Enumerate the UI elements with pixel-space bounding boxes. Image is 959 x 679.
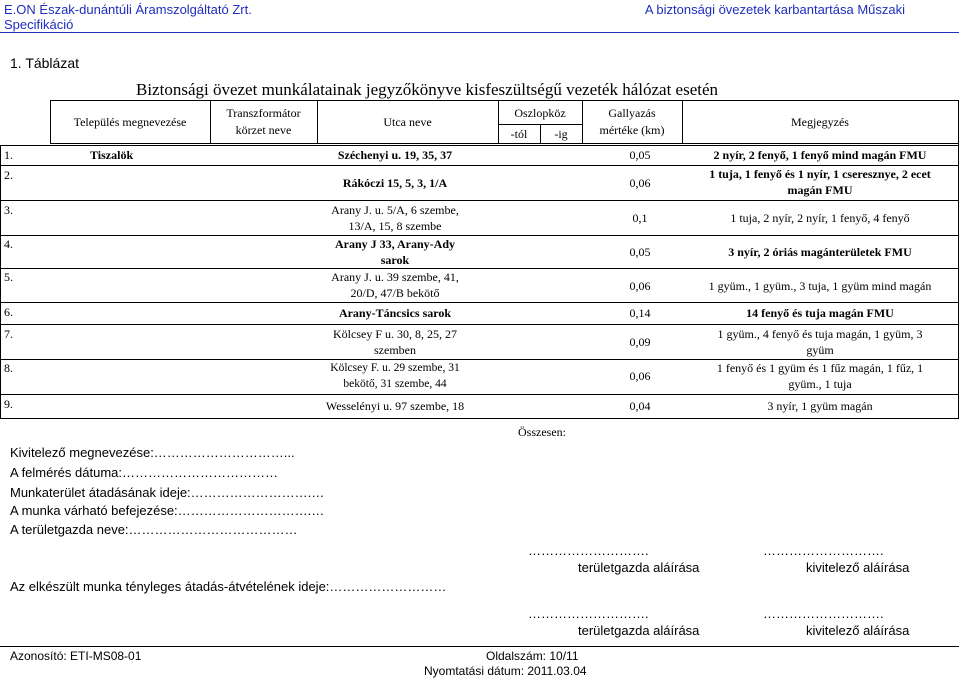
footer-print-date: Nyomtatási dátum: 2011.03.04 <box>424 664 587 678</box>
table-label: 1. Táblázat <box>10 55 80 71</box>
row-note-1: 1 fenyő és 1 gyüm és 1 fűz magán, 1 fűz, 1 <box>716 361 924 375</box>
row-num: 2. <box>4 168 13 182</box>
row-num: 9. <box>4 397 13 411</box>
contractor-signature-label: kivitelező aláírása <box>806 623 910 638</box>
row-street-2: szemben <box>374 343 416 357</box>
row-street-1: Kölcsey F u. 30, 8, 25, 27 <box>333 327 457 341</box>
col-to: -ig <box>554 127 568 141</box>
doc-type: Specifikáció <box>4 17 74 32</box>
row-note: 1 gyüm., 1 gyüm., 3 tuja, 1 gyüm mind magán <box>708 279 932 293</box>
total-label: Összesen: <box>518 425 566 439</box>
expected-end-field[interactable]: A munka várható befejezése:………………………….… <box>10 503 325 518</box>
row-street-2: bekötő, 31 szembe, 44 <box>343 378 447 390</box>
header-divider <box>0 32 959 33</box>
row-num: 5. <box>4 270 13 284</box>
area-manager-signature-label: területgazda aláírása <box>578 623 700 638</box>
row-note: 3 nyír, 1 gyüm magán <box>767 399 873 413</box>
contractor-signature-label: kivitelező aláírása <box>806 560 910 575</box>
row-note: 2 nyír, 2 fenyő, 1 fenyő mind magán FMU <box>713 148 927 162</box>
row-note: 1 tuja, 2 nyír, 2 nyír, 1 fenyő, 4 fenyő <box>730 211 910 225</box>
row-km: 0,09 <box>629 335 651 349</box>
row-note-2: gyüm <box>806 343 834 357</box>
footer-divider <box>0 646 959 647</box>
row-street: Széchenyi u. 19, 35, 37 <box>337 148 453 162</box>
row-note: 3 nyír, 2 óriás magánterületek FMU <box>728 245 912 259</box>
row-street-2: sarok <box>380 253 410 267</box>
row-street-1: Arany J. u. 5/A, 6 szembe, <box>331 203 459 217</box>
col-clearing-1: Gallyazás <box>608 106 656 120</box>
row-street-1: Arany J. u. 39 szembe, 41, <box>331 270 459 284</box>
row-km: 0,05 <box>629 148 651 162</box>
row-settlement: Tiszalök <box>90 148 134 162</box>
row-km: 0,06 <box>629 176 651 190</box>
row-num: 1. <box>4 148 13 162</box>
contractor-field[interactable]: Kivitelező megnevezése:…………………………... <box>10 445 295 460</box>
row-num: 7. <box>4 327 13 341</box>
area-manager-signature-label: területgazda aláírása <box>578 560 700 575</box>
row-num: 6. <box>4 305 13 319</box>
company-name: E.ON Észak-dunántúli Áramszolgáltató Zrt. <box>4 2 252 17</box>
row-note-2: magán FMU <box>787 183 853 197</box>
signature-line[interactable]: ………………………. <box>528 543 649 558</box>
row-street: Wesselényi u. 97 szembe, 18 <box>325 399 465 413</box>
row-num: 4. <box>4 237 13 251</box>
row-street-2: 20/D, 47/B bekötő <box>350 286 440 300</box>
row-street: Arany-Táncsics sarok <box>338 306 452 320</box>
row-km: 0,06 <box>629 369 651 383</box>
table-title: Biztonsági övezet munkálatainak jegyzőkönyve kisfeszültségű vezeték hálózat esetén <box>136 80 719 99</box>
col-settlement: Település megnevezése <box>73 115 187 129</box>
row-km: 0,05 <box>629 245 651 259</box>
row-num: 8. <box>4 361 13 375</box>
row-km: 0,04 <box>629 399 651 413</box>
row-street-1: Kölcsey F. u. 29 szembe, 31 <box>330 362 460 374</box>
col-from: -tól <box>510 127 528 141</box>
row-km: 0,06 <box>629 279 651 293</box>
doc-title: A biztonsági övezetek karbantartása Műszaki <box>644 2 905 17</box>
survey-date-field[interactable]: A felmérés dátuma:……………………………… <box>10 465 278 480</box>
row-note-2: gyüm., 1 tuja <box>788 377 852 391</box>
col-notes: Megjegyzés <box>791 115 849 129</box>
row-note-1: 1 tuja, 1 fenyő és 1 nyír, 1 cseresznye, 2 ecet <box>709 167 931 181</box>
row-street-1: Arany J 33, Arany-Ady <box>334 237 455 251</box>
col-transformer-1: Transzformátor <box>226 106 301 120</box>
actual-handover-field[interactable]: Az elkészült munka tényleges átadás-átvételének ideje:……………………… <box>10 579 447 594</box>
signature-line[interactable]: ………………………. <box>763 606 884 621</box>
row-note: 14 fenyő és tuja magán FMU <box>746 306 894 320</box>
footer-id: Azonosító: ETI-MS08-01 <box>10 649 142 663</box>
footer-page: Oldalszám: 10/11 <box>486 649 579 663</box>
row-num: 3. <box>4 203 13 217</box>
handover-date-field[interactable]: Munkaterület átadásának ideje:……………………….… <box>10 485 325 500</box>
col-poles: Oszlopköz <box>514 106 566 120</box>
row-km: 0,14 <box>629 306 651 320</box>
col-transformer-2: körzet neve <box>235 123 292 137</box>
signature-line[interactable]: ………………………. <box>528 606 649 621</box>
signature-line[interactable]: ………………………. <box>763 543 884 558</box>
row-km: 0,1 <box>632 211 648 225</box>
area-manager-field[interactable]: A területgazda neve:………………………………… <box>10 522 298 537</box>
row-street-2: 13/A, 15, 8 szembe <box>348 219 442 233</box>
col-clearing-2: mértéke (km) <box>599 123 665 137</box>
row-note-1: 1 gyüm., 4 fenyő és tuja magán, 1 gyüm, 3 <box>717 327 923 341</box>
col-street: Utca neve <box>383 115 432 129</box>
row-street: Rákóczi 15, 5, 3, 1/A <box>342 176 448 190</box>
